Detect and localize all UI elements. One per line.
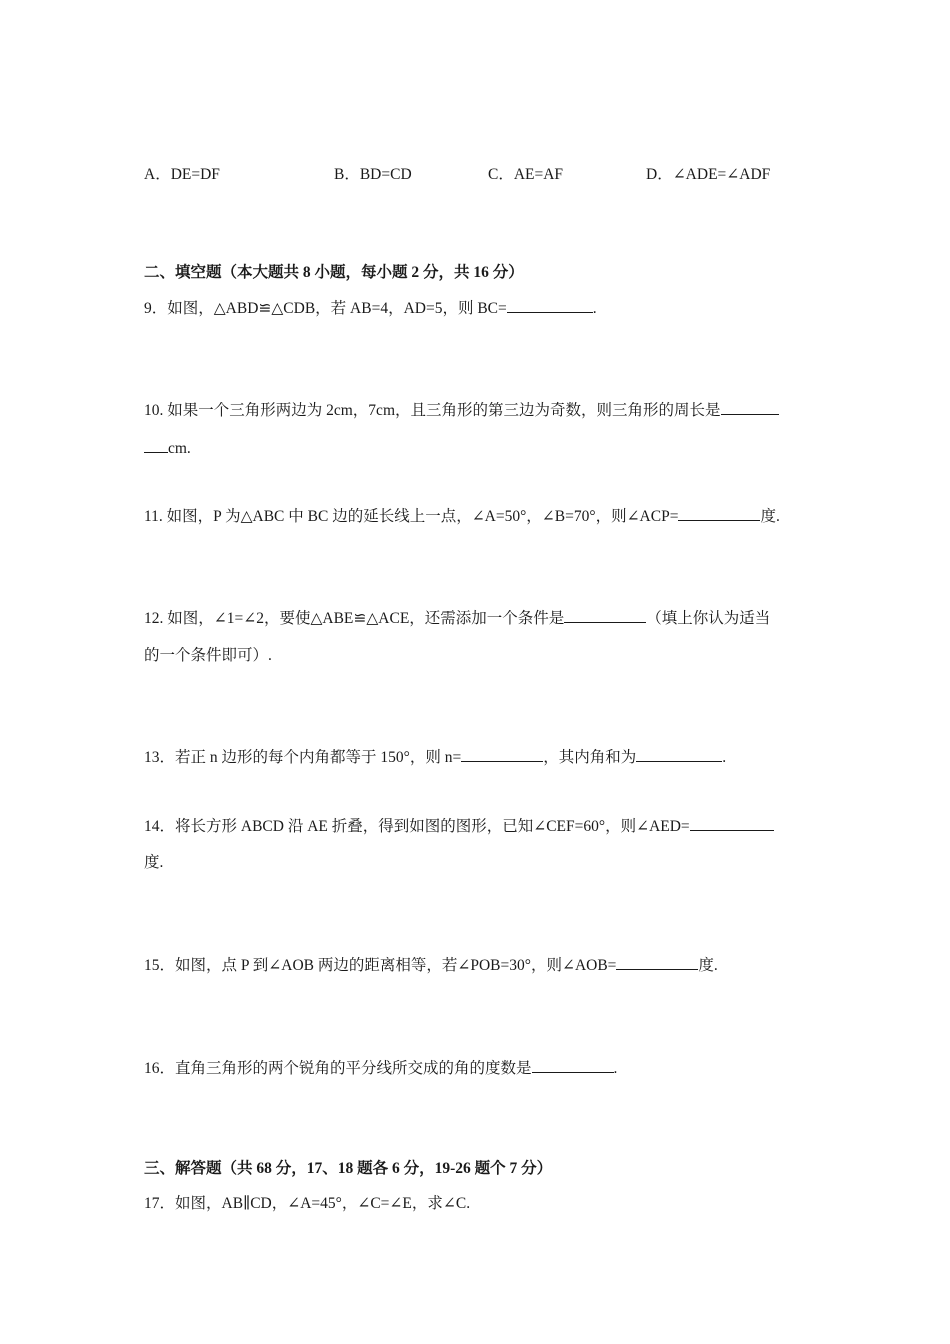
question-9 [144, 298, 597, 319]
question-16-text: 16．直角三角形的两个锐角的平分线所交成的角的度数是 [144, 1060, 532, 1077]
answer-blank [507, 298, 593, 313]
question-10-tail: cm. [168, 440, 191, 457]
question-12-line2: 的一个条件即可）. [144, 647, 272, 664]
question-16-tail: . [613, 1060, 618, 1077]
answer-blank [532, 1058, 614, 1073]
option-d: D．∠ADE=∠ADF [646, 166, 771, 183]
option-c: C．AE=AF [488, 166, 564, 183]
question-13-mid: ，其内角和为 [543, 749, 637, 766]
question-11 [144, 506, 780, 527]
question-15 [144, 955, 718, 976]
option-a: A．DE=DF [144, 166, 220, 183]
question-10-text: 10. 如果一个三角形两边为 2cm，7cm，且三角形的第三边为奇数，则三角形的周长是 [144, 402, 721, 419]
answer-blank [636, 747, 722, 762]
question-16 [144, 1058, 617, 1079]
question-11-text: 11. 如图，P 为△ABC 中 BC 边的延长线上一点，∠A=50°，∠B=70°，则∠ACP= [144, 508, 679, 525]
question-13-tail: . [722, 749, 727, 766]
question-9-text: 9．如图，△ABD≌△CDB，若 AB=4，AD=5，则 BC= [144, 300, 507, 317]
section-2-heading: 二、填空题（本大题共 8 小题，每小题 2 分，共 16 分） [144, 264, 524, 281]
answer-blank [721, 400, 779, 415]
question-14-text: 14．将长方形 ABCD 沿 AE 折叠，得到如图的图形，已知∠CEF=60°，则∠AED= [144, 818, 690, 835]
question-12 [144, 608, 770, 629]
answer-blank [616, 955, 698, 970]
question-13 [144, 747, 726, 768]
question-12-tail: （填上你认为适当 [646, 610, 771, 627]
question-9-tail: . [592, 300, 597, 317]
question-15-text: 15．如图，点 P 到∠AOB 两边的距离相等，若∠POB=30°，则∠AOB= [144, 957, 617, 974]
question-14 [144, 816, 774, 837]
answer-blank [690, 816, 774, 831]
question-14-line2: 度. [144, 854, 164, 871]
question-10 [144, 400, 779, 421]
question-12-text: 12. 如图，∠1=∠2，要使△ABE≌△ACE，还需添加一个条件是 [144, 610, 565, 627]
question-10-line2 [144, 438, 191, 459]
section-3-heading: 三、解答题（共 68 分，17、18 题各 6 分，19-26 题个 7 分） [144, 1160, 553, 1177]
answer-blank [564, 608, 646, 623]
option-b: B．BD=CD [334, 166, 412, 183]
answer-blank [678, 506, 760, 521]
question-15-tail: 度. [698, 957, 718, 974]
answer-blank [144, 438, 168, 453]
question-17: 17．如图，AB∥CD，∠A=45°，∠C=∠E，求∠C. [144, 1195, 471, 1212]
answer-blank [461, 747, 543, 762]
question-11-tail: 度. [760, 508, 780, 525]
question-13-text: 13．若正 n 边形的每个内角都等于 150°，则 n= [144, 749, 462, 766]
